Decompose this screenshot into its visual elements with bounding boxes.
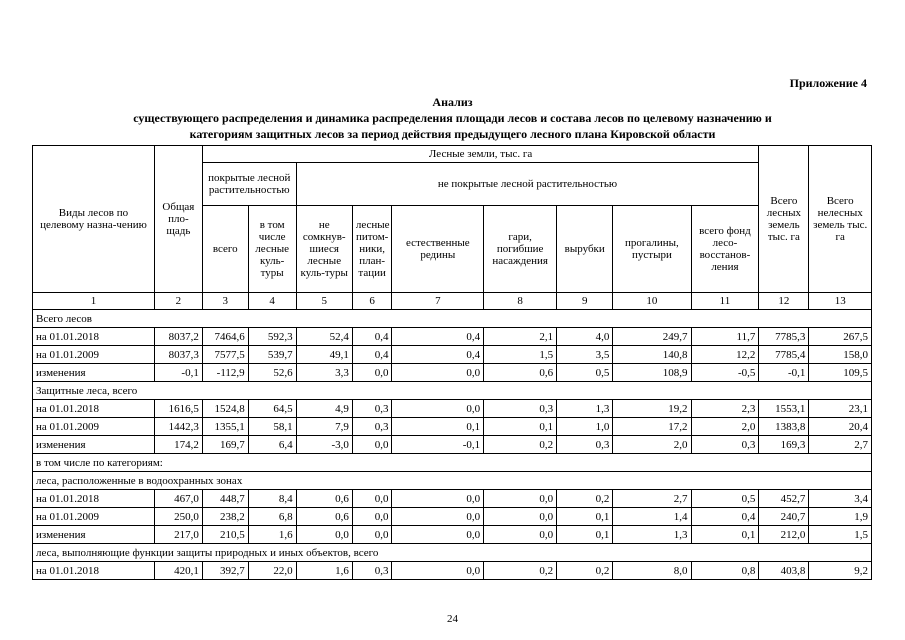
column-number: 13 — [809, 293, 872, 310]
table-cell: 420,1 — [154, 562, 202, 580]
table-cell: 0,1 — [691, 526, 759, 544]
header-forest-lands: Лесные земли, тыс. га — [202, 146, 759, 163]
table-cell: 109,5 — [809, 364, 872, 382]
section-heading: в том числе по категориям: — [33, 454, 872, 472]
row-label: изменения — [33, 436, 155, 454]
table-cell: 174,2 — [154, 436, 202, 454]
row-label: на 01.01.2018 — [33, 400, 155, 418]
table-cell: 0,0 — [484, 508, 557, 526]
table-cell: 1,6 — [296, 562, 352, 580]
title-line-3: категориям защитных лесов за период действия предыдущего лесного плана Кировской области — [189, 127, 716, 141]
table-cell: 0,8 — [691, 562, 759, 580]
column-number: 12 — [759, 293, 809, 310]
column-number: 10 — [613, 293, 691, 310]
table-cell: 1,5 — [484, 346, 557, 364]
column-number: 5 — [296, 293, 352, 310]
title-line-2: существующего распределения и динамика распределения площади лесов и состава лесов по целевому назначению и — [133, 111, 772, 125]
appendix-label: Приложение 4 — [789, 76, 867, 90]
column-number: 1 — [33, 293, 155, 310]
table-cell: 23,1 — [809, 400, 872, 418]
table-cell: 2,3 — [691, 400, 759, 418]
table-cell: 0,1 — [392, 418, 484, 436]
table-cell: 1616,5 — [154, 400, 202, 418]
table-cell: 4,0 — [557, 328, 613, 346]
table-cell: 2,0 — [691, 418, 759, 436]
table-cell: 0,6 — [296, 490, 352, 508]
table-cell: -3,0 — [296, 436, 352, 454]
table-cell: 1524,8 — [202, 400, 248, 418]
table-cell: 403,8 — [759, 562, 809, 580]
header-total-forest-lands: Всего лесных земель тыс. га — [759, 146, 809, 293]
header-not-closed: не сомкнув-шиеся лесные куль-туры — [296, 206, 352, 293]
row-label: на 01.01.2018 — [33, 328, 155, 346]
table-body — [33, 310, 872, 580]
table-cell: 1442,3 — [154, 418, 202, 436]
table-cell: 52,6 — [248, 364, 296, 382]
section-heading-row — [33, 454, 872, 472]
section-heading-row — [33, 382, 872, 400]
table-cell: 7785,4 — [759, 346, 809, 364]
document-title — [0, 94, 905, 142]
table-cell: 467,0 — [154, 490, 202, 508]
table-cell: 0,1 — [557, 508, 613, 526]
row-label: на 01.01.2009 — [33, 508, 155, 526]
table-row — [33, 364, 872, 382]
table-cell: 2,7 — [613, 490, 691, 508]
table-cell: 539,7 — [248, 346, 296, 364]
table-cell: -0,5 — [691, 364, 759, 382]
table-cell: -0,1 — [759, 364, 809, 382]
column-number: 8 — [484, 293, 557, 310]
table-cell: 0,4 — [392, 328, 484, 346]
table-cell: 1,6 — [248, 526, 296, 544]
table-cell: 0,0 — [352, 508, 392, 526]
column-number-row — [33, 293, 872, 310]
table-cell: 210,5 — [202, 526, 248, 544]
table-cell: 0,4 — [392, 346, 484, 364]
table-cell: 0,0 — [392, 526, 484, 544]
table-cell: 2,1 — [484, 328, 557, 346]
section-heading: леса, выполняющие функции защиты природных и иных объектов, всего — [33, 544, 872, 562]
row-label: на 01.01.2009 — [33, 346, 155, 364]
table-cell: 392,7 — [202, 562, 248, 580]
table-cell: 0,6 — [484, 364, 557, 382]
table-row — [33, 526, 872, 544]
table-cell: 64,5 — [248, 400, 296, 418]
table-cell: 0,2 — [557, 562, 613, 580]
section-heading: Защитные леса, всего — [33, 382, 872, 400]
table-cell: -0,1 — [154, 364, 202, 382]
table-cell: 8037,3 — [154, 346, 202, 364]
table-row — [33, 400, 872, 418]
table-cell: 8,4 — [248, 490, 296, 508]
table-cell: 0,3 — [557, 436, 613, 454]
table-cell: 108,9 — [613, 364, 691, 382]
header-covered-total: всего — [202, 206, 248, 293]
table-cell: 3,5 — [557, 346, 613, 364]
table-cell: 3,3 — [296, 364, 352, 382]
table-cell: 17,2 — [613, 418, 691, 436]
header-total-area: Общая пло-щадь — [154, 146, 202, 293]
header-total-nonforest-lands: Всего нелесных земель тыс. га — [809, 146, 872, 293]
table-row — [33, 436, 872, 454]
table-cell: 1,4 — [613, 508, 691, 526]
table-cell: 2,7 — [809, 436, 872, 454]
table-cell: 0,0 — [352, 490, 392, 508]
table-cell: 58,1 — [248, 418, 296, 436]
row-label: на 01.01.2018 — [33, 562, 155, 580]
header-total-fund: всего фонд лесо-восстанов-ления — [691, 206, 759, 293]
table-cell: 7785,3 — [759, 328, 809, 346]
header-not-covered: не покрытые лесной растительностью — [296, 163, 759, 206]
table-row — [33, 418, 872, 436]
table-cell: 6,8 — [248, 508, 296, 526]
table-cell: 0,0 — [296, 526, 352, 544]
table-cell: 49,1 — [296, 346, 352, 364]
title-line-1: Анализ — [432, 95, 473, 109]
row-label: изменения — [33, 526, 155, 544]
table-cell: 0,0 — [484, 490, 557, 508]
table-cell: 267,5 — [809, 328, 872, 346]
table-cell: 249,7 — [613, 328, 691, 346]
table-cell: 7,9 — [296, 418, 352, 436]
section-heading-row — [33, 310, 872, 328]
table-cell: 217,0 — [154, 526, 202, 544]
table-cell: 140,8 — [613, 346, 691, 364]
table-cell: 0,0 — [392, 562, 484, 580]
table-cell: 4,9 — [296, 400, 352, 418]
table-cell: 0,5 — [691, 490, 759, 508]
table-cell: 1,0 — [557, 418, 613, 436]
column-number: 11 — [691, 293, 759, 310]
table-cell: 0,0 — [392, 508, 484, 526]
table-cell: 0,0 — [352, 364, 392, 382]
column-number: 3 — [202, 293, 248, 310]
table-row — [33, 508, 872, 526]
column-number: 9 — [557, 293, 613, 310]
header-forest-type: Виды лесов по целевому назна-чению — [33, 146, 155, 293]
row-label: изменения — [33, 364, 155, 382]
column-number: 6 — [352, 293, 392, 310]
table-cell: 0,2 — [484, 562, 557, 580]
table-cell: 0,0 — [392, 364, 484, 382]
table-cell: 6,4 — [248, 436, 296, 454]
forest-distribution-table — [32, 145, 872, 580]
header-natural-openings: естественные редины — [392, 206, 484, 293]
page-number: 24 — [447, 613, 458, 625]
header-clearings: вырубки — [557, 206, 613, 293]
table-cell: 0,3 — [484, 400, 557, 418]
column-number: 4 — [248, 293, 296, 310]
table-cell: 592,3 — [248, 328, 296, 346]
table-cell: 3,4 — [809, 490, 872, 508]
table-cell: -112,9 — [202, 364, 248, 382]
table-cell: 1553,1 — [759, 400, 809, 418]
table-cell: 0,4 — [691, 508, 759, 526]
table-cell: 7577,5 — [202, 346, 248, 364]
table-cell: 0,0 — [392, 400, 484, 418]
column-number: 2 — [154, 293, 202, 310]
header-glades: прогалины, пустыри — [613, 206, 691, 293]
table-cell: 0,6 — [296, 508, 352, 526]
table-cell: 250,0 — [154, 508, 202, 526]
table-cell: 1,3 — [613, 526, 691, 544]
table-cell: 0,4 — [352, 346, 392, 364]
table-cell: -0,1 — [392, 436, 484, 454]
table-cell: 0,3 — [352, 418, 392, 436]
table-cell: 12,2 — [691, 346, 759, 364]
table-cell: 1355,1 — [202, 418, 248, 436]
table-cell: 7464,6 — [202, 328, 248, 346]
table-cell: 448,7 — [202, 490, 248, 508]
table-cell: 0,5 — [557, 364, 613, 382]
header-burnt: гари, погибшие насаждения — [484, 206, 557, 293]
table-cell: 452,7 — [759, 490, 809, 508]
table-cell: 1,5 — [809, 526, 872, 544]
table-cell: 9,2 — [809, 562, 872, 580]
table-cell: 8,0 — [613, 562, 691, 580]
header-covered: покрытые лесной растительностью — [202, 163, 296, 206]
row-label: на 01.01.2009 — [33, 418, 155, 436]
table-cell: 20,4 — [809, 418, 872, 436]
table-cell: 2,0 — [613, 436, 691, 454]
section-heading: леса, расположенные в водоохранных зонах — [33, 472, 872, 490]
table-cell: 169,3 — [759, 436, 809, 454]
table-cell: 0,0 — [352, 436, 392, 454]
table-cell: 52,4 — [296, 328, 352, 346]
table-cell: 1383,8 — [759, 418, 809, 436]
table-cell: 0,4 — [352, 328, 392, 346]
section-heading: Всего лесов — [33, 310, 872, 328]
table-cell: 212,0 — [759, 526, 809, 544]
table-cell: 8037,2 — [154, 328, 202, 346]
table-cell: 169,7 — [202, 436, 248, 454]
table-cell: 0,0 — [392, 490, 484, 508]
table-cell: 1,3 — [557, 400, 613, 418]
section-heading-row — [33, 544, 872, 562]
table-cell: 0,3 — [352, 400, 392, 418]
table-cell: 0,2 — [484, 436, 557, 454]
table-cell: 1,9 — [809, 508, 872, 526]
table-cell: 11,7 — [691, 328, 759, 346]
table-row — [33, 328, 872, 346]
table-cell: 240,7 — [759, 508, 809, 526]
table-row — [33, 346, 872, 364]
column-number: 7 — [392, 293, 484, 310]
table-cell: 0,3 — [352, 562, 392, 580]
header-plantations: в том числе лесные куль-туры — [248, 206, 296, 293]
table-cell: 0,0 — [484, 526, 557, 544]
table-cell: 0,1 — [557, 526, 613, 544]
table-cell: 0,3 — [691, 436, 759, 454]
table-cell: 0,0 — [352, 526, 392, 544]
row-label: на 01.01.2018 — [33, 490, 155, 508]
header-nurseries: лесные питом-ники, план-тации — [352, 206, 392, 293]
table-row — [33, 562, 872, 580]
table-cell: 19,2 — [613, 400, 691, 418]
section-heading-row — [33, 472, 872, 490]
table-cell: 0,2 — [557, 490, 613, 508]
table-cell: 0,1 — [484, 418, 557, 436]
table-cell: 158,0 — [809, 346, 872, 364]
table-row — [33, 490, 872, 508]
table-cell: 238,2 — [202, 508, 248, 526]
table-cell: 22,0 — [248, 562, 296, 580]
